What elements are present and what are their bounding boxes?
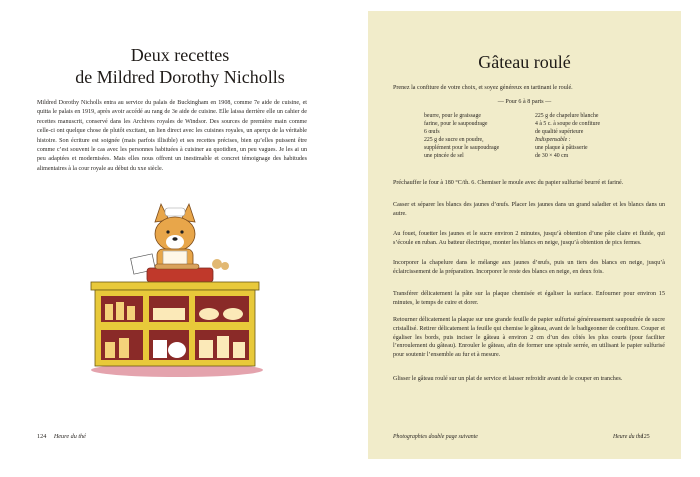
ingredient-item: beurre, pour le graissage (424, 113, 481, 119)
recipe-title: Gâteau roulé (478, 52, 571, 72)
recipe-step-3: Au fouet, fouetter les jaunes et le sucre environ 2 minutes, jusqu’à obtention d’une pâte claire et fluide, qui s’écoule en ruban. Au batteur électrique, monter les blancs en neige, jusqu’à obtention de pics fermes. (393, 231, 665, 246)
ingredient-item: supplément pour le saupoudrage (424, 145, 500, 152)
photo-caption: Photographies double page suivante (393, 434, 478, 440)
equipment-item: une plaque à pâtisserie (535, 145, 588, 152)
recipe-step-4: Incorporer la chapelure dans le mélange aux jaunes d’œufs, puis un tiers des blancs en neige, jusqu’à éclaircissement de la préparation. Incorporer le reste des blancs en neige, en deux fois. (393, 260, 665, 275)
recipe-step-2: Casser et séparer les blancs des jaunes d’œufs. Placer les jaunes dans un grand saladier et les blancs dans un autre. (393, 202, 665, 217)
intro-paragraph: Mildred Dorothy Nicholls entra au service du palais de Buckingham en 1908, comme 7e aide de cuisine, et quitta le palais en 1919, après avoir accédé au rang de 3e aide de cuisine. Elle laissa derrière elle un cahier de recettes manuscrit, conservé dans les Archives royales de Windsor. Des sources de première main comme celle-ci ont quelque chose de plutôt excitant, un lien direct avec les cuisines royales, un aperçu de la véritable histoire. Son écriture est soignée (mais parfois illisible) et ses recettes précises, bien qu’elles puissent être comme c’est souvent le cas avec les personnes habituées à cuisiner au quotidien, un peu vagues. Je les ai un peu adaptées et modernisées. Mais elles nous offrent un inestimable et concret témoignage des habitudes alimentaires à la cour royale au début du xxe siècle. (37, 100, 307, 172)
recipe-step-7: Glisser le gâteau roulé sur un plat de service et laisser refroidir avant de le couper en tranches. (393, 376, 623, 382)
left-title-line-1: Deux recettes (130, 45, 230, 65)
left-folio (37, 433, 86, 440)
recipe-step-5: Transférer délicatement la pâte sur la plaque chemisée et égaliser la surface. Enfourner pour environ 15 minutes, le temps de cuire et dorer. (393, 291, 665, 306)
ingredient-item: farine, pour le saupoudrage (424, 121, 488, 128)
recipe-step-1: Préchauffer le four à 180 °C/th. 6. Chemiser le moule avec du papier sulfurisé beurré et fariné. (393, 180, 624, 186)
ingredients-left (424, 112, 534, 161)
equipment-label: Indispensable : (535, 137, 571, 144)
left-page-number: 124 (37, 433, 47, 440)
left-title-line-2: de Mildred Dorothy Nicholls (75, 67, 285, 87)
corgi-baker-illustration (85, 202, 265, 378)
ingredient-item: une pincée de sel (424, 153, 464, 160)
portions: — Pour 6 à 8 parts — (497, 99, 552, 105)
ingredient-item: de qualité supérieure (535, 129, 584, 136)
recipe-step-6: Retourner délicatement la plaque sur une grande feuille de papier sulfurisé généreusement saupoudrée de sucre cristallisé. Retirer délicatement la feuille qui chemise le gâteau, avant de le badigeonner de confiture. Couper et égaliser les bords, puis inciser le gâteau à environ 2 cm d’un des côtés les plus courts (pour faciliter l’enroulement du gâteau). Enrouler le gâteau, afin de former une spirale serrée, en utilisant le papier sulfurisé pour soutenir l’ensemble au fur et à mesure. (393, 317, 665, 359)
right-running-head: Heure du thé (613, 434, 644, 440)
ingredient-item: 6 œufs (424, 129, 440, 136)
ingredient-item: 225 g de sucre en poudre, (424, 137, 484, 144)
right-page-number: 125 (641, 434, 650, 440)
ingredients-right (535, 112, 655, 161)
ingredient-item: 225 g de chapelure blanche (535, 113, 599, 119)
left-running-head: Heure du thé (53, 433, 86, 440)
equipment-item: de 30 × 40 cm (535, 153, 569, 160)
left-page-title (40, 44, 320, 88)
recipe-lead: Prenez la confiture de votre choix, et soyez généreux en tartinant le roulé. (393, 85, 573, 91)
ingredient-item: 4 à 5 c. à soupe de confiture (535, 121, 601, 128)
